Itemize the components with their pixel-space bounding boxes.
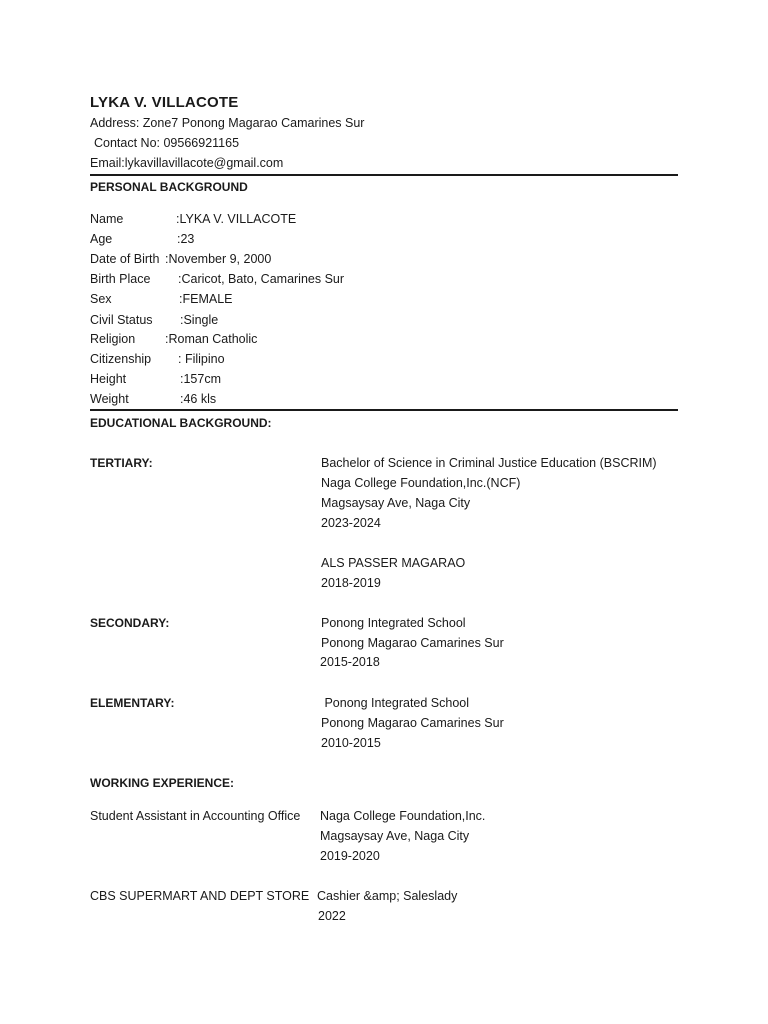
- personal-background-heading: PERSONAL BACKGROUND: [90, 180, 248, 194]
- field-value: :LYKA V. VILLACOTE: [176, 212, 297, 226]
- field-label: Weight: [90, 392, 129, 406]
- field-label: Name: [90, 212, 124, 226]
- job1-address: Magsaysay Ave, Naga City: [320, 829, 470, 843]
- secondary-label: SECONDARY:: [90, 616, 170, 630]
- job2-years: 2022: [318, 909, 346, 923]
- job2-employer: CBS SUPERMART AND DEPT STORE: [90, 889, 310, 903]
- secondary-years: 2015-2018: [320, 655, 380, 669]
- field-value: :Roman Catholic: [165, 332, 258, 346]
- divider-header: [90, 174, 678, 176]
- field-label: Birth Place: [90, 272, 151, 286]
- field-value: :157cm: [180, 372, 221, 386]
- contact-number-line: Contact No: 09566921165: [94, 136, 240, 150]
- elementary-years: 2010-2015: [321, 736, 381, 750]
- field-value: :November 9, 2000: [165, 252, 272, 266]
- field-value: : Filipino: [178, 352, 225, 366]
- job1-employer: Naga College Foundation,Inc.: [320, 809, 486, 823]
- tertiary-years: 2023-2024: [321, 516, 381, 530]
- field-label: Date of Birth: [90, 252, 160, 266]
- field-label: Sex: [90, 292, 112, 306]
- tertiary-address: Magsaysay Ave, Naga City: [321, 496, 471, 510]
- applicant-name: LYKA V. VILLACOTE: [90, 94, 239, 111]
- divider-personal: [90, 409, 678, 411]
- educational-background-heading: EDUCATIONAL BACKGROUND:: [90, 416, 272, 430]
- elementary-school: Ponong Integrated School: [321, 696, 470, 710]
- field-value: :46 kls: [180, 392, 217, 406]
- field-value: :FEMALE: [179, 292, 233, 306]
- elementary-address: Ponong Magarao Camarines Sur: [321, 716, 504, 730]
- secondary-address: Ponong Magarao Camarines Sur: [321, 636, 504, 650]
- job2-position: Cashier &amp; Saleslady: [317, 889, 458, 903]
- field-label: Civil Status: [90, 313, 153, 327]
- field-label: Religion: [90, 332, 136, 346]
- email-line: Email:lykavillavillacote@gmail.com: [90, 156, 284, 170]
- als-years: 2018-2019: [321, 576, 381, 590]
- field-value: :Single: [180, 313, 219, 327]
- field-label: Height: [90, 372, 127, 386]
- address-line: Address: Zone7 Ponong Magarao Camarines Sur: [90, 116, 365, 130]
- secondary-school: Ponong Integrated School: [321, 616, 466, 630]
- working-experience-heading: WORKING EXPERIENCE:: [90, 776, 235, 790]
- als-title: ALS PASSER MAGARAO: [321, 556, 466, 570]
- tertiary-label: TERTIARY:: [90, 456, 153, 470]
- job1-title: Student Assistant in Accounting Office: [90, 809, 301, 823]
- field-label: Age: [90, 232, 113, 246]
- job1-years: 2019-2020: [320, 849, 380, 863]
- elementary-label: ELEMENTARY:: [90, 696, 175, 710]
- field-label: Citizenship: [90, 352, 152, 366]
- field-value: :Caricot, Bato, Camarines Sur: [178, 272, 345, 286]
- tertiary-school: Naga College Foundation,Inc.(NCF): [321, 476, 521, 490]
- tertiary-degree: Bachelor of Science in Criminal Justice Education (BSCRIM): [321, 456, 657, 470]
- field-value: :23: [177, 232, 195, 246]
